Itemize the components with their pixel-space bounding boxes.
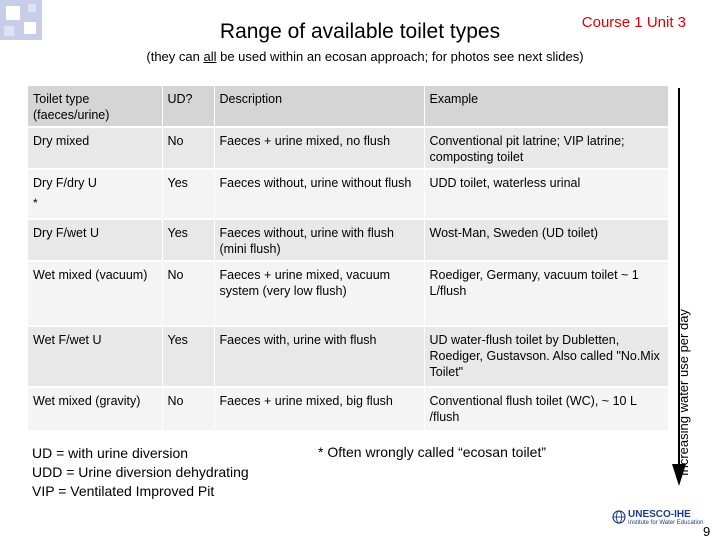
unesco-ihe-logo (612, 508, 704, 530)
column-header: Toilet type (faeces/urine) (28, 86, 162, 127)
cell-description: Faeces without, urine without flush (214, 169, 424, 219)
logo-name: UNESCO-IHE (628, 509, 691, 520)
cell-description: Faeces with, urine with flush (214, 326, 424, 387)
toilet-types-table (28, 86, 669, 432)
page-number: 9 (703, 524, 711, 539)
note-line: UD = with urine diversion (32, 445, 189, 461)
cell-type: Dry F/wet U (28, 219, 162, 261)
cell-example: UDD toilet, waterless urinal (424, 169, 668, 219)
cell-ud: No (162, 387, 214, 431)
asterisk-mark: * (33, 196, 38, 210)
cell-ud: No (162, 127, 214, 169)
cell-ud: Yes (162, 219, 214, 261)
cell-description: Faeces without, urine with flush (mini flush) (214, 219, 424, 261)
table-row (28, 326, 668, 387)
subtitle-part-1: (they can (146, 49, 204, 64)
cell-type: Wet F/wet U (28, 326, 162, 387)
page-title: Range of available toilet types (219, 20, 501, 43)
abbreviation-notes (32, 444, 249, 501)
cell-ud: Yes (162, 326, 214, 387)
course-label: Course 1 Unit 3 (581, 14, 686, 31)
cell-type: Wet mixed (gravity) (28, 387, 162, 431)
subtitle-part-2: be used within an ecosan approach; for photos see next slides) (216, 49, 584, 64)
cell-type: Wet mixed (vacuum) (28, 261, 162, 326)
column-header: UD? (162, 86, 214, 127)
logo-subtitle: Institute for Water Education (628, 520, 704, 526)
table-row (28, 387, 668, 431)
note-line: UDD = Urine diversion dehydrating (32, 464, 249, 480)
cell-example: Roediger, Germany, vacuum toilet ~ 1 L/flush (424, 261, 668, 326)
subtitle-emphasis: all (203, 49, 217, 64)
cell-example: Wost-Man, Sweden (UD toilet) (424, 219, 668, 261)
table-row (28, 261, 668, 326)
column-header: Description (214, 86, 424, 127)
cell-example: UD water-flush toilet by Dubletten, Roediger, Gustavson. Also called "No.Mix Toilet" (424, 326, 668, 387)
cell-type-text: Dry F/dry U (33, 176, 97, 190)
cell-description: Faeces + urine mixed, vacuum system (very low flush) (214, 261, 424, 326)
footnote: * Often wrongly called “ecosan toilet” (318, 444, 546, 460)
cell-description: Faeces + urine mixed, no flush (214, 127, 424, 169)
cell-type (28, 169, 162, 219)
note-line: VIP = Ventilated Improved Pit (32, 483, 215, 499)
cell-ud: No (162, 261, 214, 326)
cell-example: Conventional flush toilet (WC), ~ 10 L /flush (424, 387, 668, 431)
cell-example: Conventional pit latrine; VIP latrine; composting toilet (424, 127, 668, 169)
table-row (28, 127, 668, 169)
water-use-label: Increasing water use per day (676, 309, 691, 476)
subtitle (0, 49, 720, 64)
globe-icon (612, 510, 626, 524)
table-row (28, 219, 668, 261)
table-header-row (28, 86, 668, 127)
column-header: Example (424, 86, 668, 127)
cell-ud: Yes (162, 169, 214, 219)
cell-type: Dry mixed (28, 127, 162, 169)
table-row (28, 169, 668, 219)
cell-description: Faeces + urine mixed, big flush (214, 387, 424, 431)
